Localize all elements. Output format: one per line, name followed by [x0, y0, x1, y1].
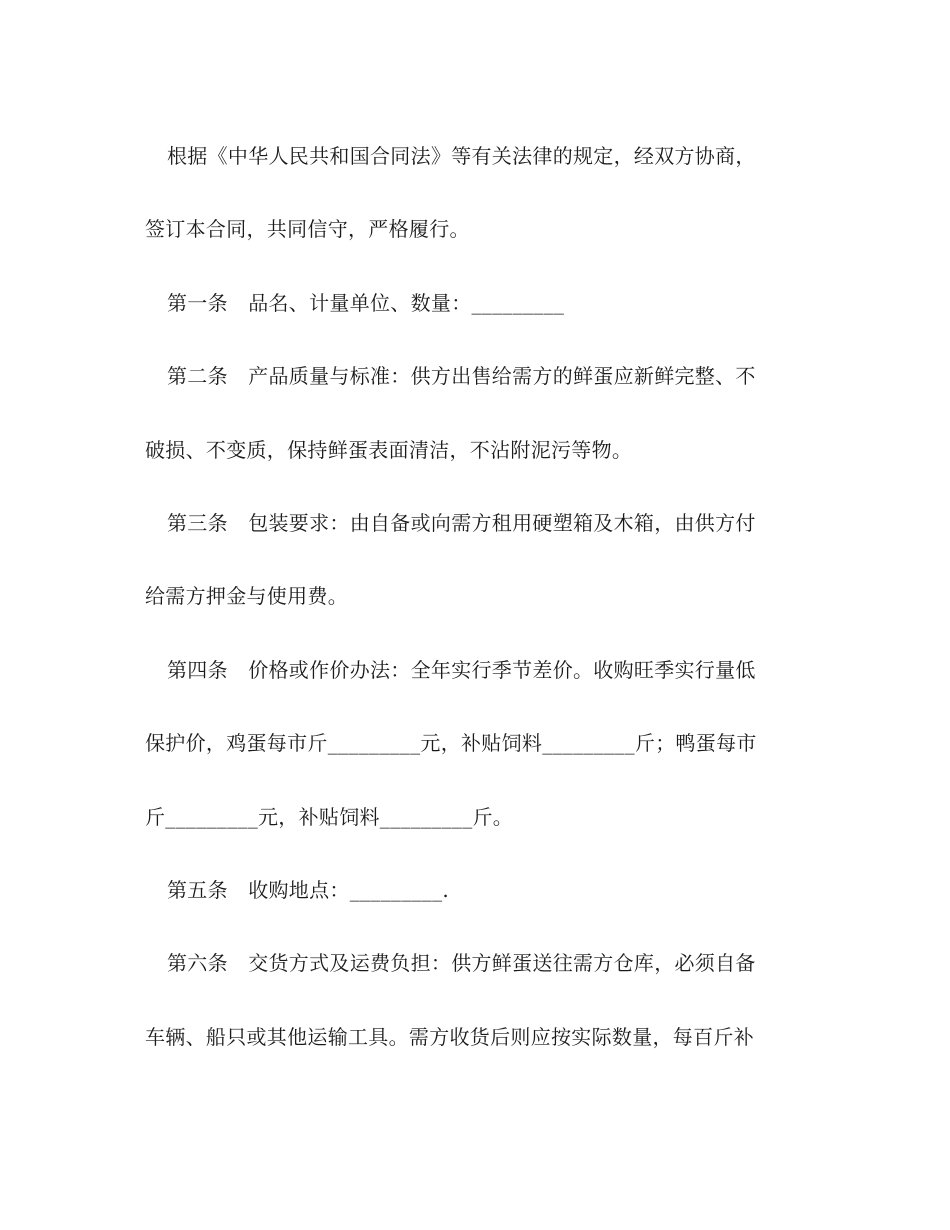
article-5-line: 第五条 收购地点：_________. [167, 877, 450, 902]
article-1-line: 第一条 品名、计量单位、数量：_________ [167, 290, 565, 315]
text-line: 斤_________元，补贴饲料_________斤。 [145, 804, 514, 829]
article-3-line: 第三条 包装要求：由自备或向需方租用硬塑箱及木箱，由供方付 [167, 510, 756, 535]
text-line: 根据《中华人民共和国合同法》等有关法律的规定，经双方协商， [167, 144, 756, 168]
text-line: 车辆、船只或其他运输工具。需方收货后则应按实际数量，每百斤补 [145, 1024, 754, 1049]
text-line: 给需方押金与使用费。 [145, 584, 348, 609]
article-6-line: 第六条 交货方式及运费负担：供方鲜蛋送往需方仓库，必须自备 [167, 951, 756, 976]
text-line: 破损、不变质，保持鲜蛋表面清洁，不沾附泥污等物。 [145, 437, 633, 462]
text-line: 签订本合同，共同信守，严格履行。 [145, 217, 470, 242]
text-line: 保护价，鸡蛋每市斤_________元，补贴饲料_________斤；鸭蛋每市 [145, 731, 757, 756]
document-body [145, 120, 805, 1074]
article-2-line: 第二条 产品质量与标准：供方出售给需方的鲜蛋应新鲜完整、不 [167, 364, 756, 389]
article-4-line: 第四条 价格或作价办法：全年实行季节差价。收购旺季实行量低 [167, 657, 756, 682]
